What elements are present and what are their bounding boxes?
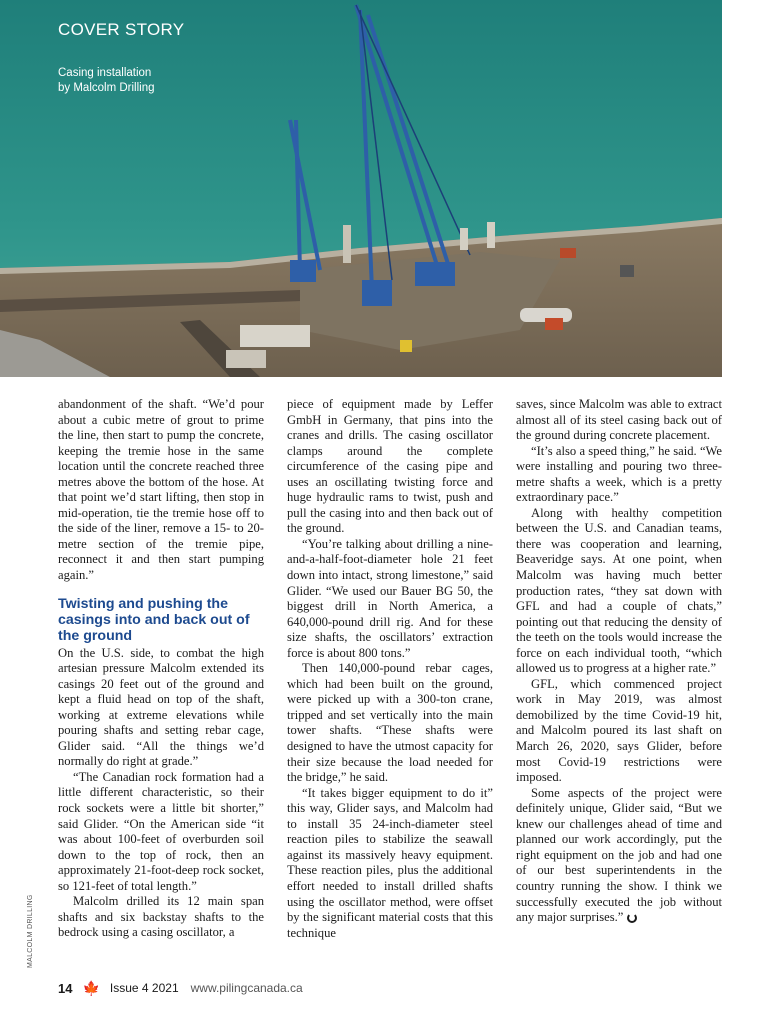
page-footer: [58, 980, 303, 996]
paragraph: Along with healthy competition between the U.S. and Canadian teams, there was cooperation and learning, Beaveridge says. At one point, when Malcolm was having much better production rates, “they sat down with GFL and had a couple of chats,” pointing out that reducing the density of the teeth on the tools would increase the force on each individual tooth, “which allowed us to progress at a higher rate.”: [516, 505, 722, 676]
paragraph: On the U.S. side, to combat the high artesian pressure Malcolm extended its casings 20 feet out of the ground and kept a fluid head on top of the shaft, working at extreme elevations while pouring shafts and setting rebar cage, Glider said. “All the things we’d normally do right at grade.”: [58, 645, 264, 769]
paragraph-text: Some aspects of the project were definitely unique, Glider said, “But we knew our challenges ahead of time and planned our work accordingly, put the right equipment on the job and had one of our best superintendents in the country running the show. I think we successfully executed the job without any major surprises.”: [516, 785, 722, 925]
paragraph: GFL, which commenced project work in May 2019, was almost demobilized by the time Covid-19 hit, and Malcolm poured its last shaft on March 26, 2020, says Glider, before most Covid-19 restrictions were imposed.: [516, 676, 722, 785]
end-mark-icon: [627, 913, 637, 923]
paragraph: piece of equipment made by Leffer GmbH in Germany, that pins into the cranes and drills. The casing oscillator clamps around the complete circumference of the casing pipe and uses an oscillating twisting force and huge hydraulic rams to twist, push and pull the casing into and then back out of the ground.: [287, 397, 493, 536]
website-link[interactable]: www.pilingcanada.ca: [190, 981, 303, 995]
caption-line-1: Casing installation: [58, 67, 152, 79]
photo-caption: [58, 66, 155, 96]
photo-credit: MALCOLM DRILLING: [27, 894, 34, 968]
article-column-2: [287, 397, 493, 941]
paragraph: “It takes bigger equipment to do it” this way, Glider says, and Malcolm had to install 35 24-inch-diameter steel reaction piles to stabilize the seawall against its massively heavy equipment. These reaction piles, plus the additional effort needed to install drilled shafts using the oscillator method, were offset by the significant material costs that this technique: [287, 785, 493, 940]
paragraph: “It’s also a speed thing,” he said. “We were installing and pouring two three-metre shafts a week, which is a pretty extraordinary pace.”: [516, 443, 722, 505]
paragraph: “You’re talking about drilling a nine-and-a-half-foot-diameter hole 21 feet down into intact, strong limestone,” said Glider. “We used our Bauer BG 50, the biggest drill in North America, a 640,000-pound drill rig. And for these size shafts, the oscillators’ extraction force is about 800 tons.”: [287, 536, 493, 660]
paragraph: Malcolm drilled its 12 main span shafts and six backstay shafts to the bedrock using a casing oscillator, a: [58, 894, 264, 940]
section-label: COVER STORY: [58, 20, 185, 39]
paragraph: “The Canadian rock formation had a little different characteristic, so their rock sockets were a little bit shorter,” said Glider. “On the American side “it was about 100-feet of overburden soil down to the top of rock, then an approximately 21-foot-deep rock socket, so 121-feet of total length.”: [58, 769, 264, 893]
final-paragraph: [516, 786, 722, 926]
issue-label: Issue 4 2021: [109, 981, 179, 995]
page-number: 14: [58, 980, 73, 996]
cover-photo: [0, 0, 722, 377]
paragraph: Then 140,000-pound rebar cages, which had been built on the ground, were picked up with a 300-ton crane, tripped and set vertically into the main tower shafts. “These shafts were designed to have the utmost capacity for their size because the load needed for the bridge,” he said.: [287, 661, 493, 785]
paragraph: saves, since Malcolm was able to extract almost all of its steel casing back out of the ground during concrete placement.: [516, 397, 722, 443]
maple-leaf-icon: 🍁: [82, 979, 100, 996]
subheading: Twisting and pushing the casings into and back out of the ground: [58, 595, 250, 644]
article-column-1: [58, 397, 264, 941]
paragraph: abandonment of the shaft. “We’d pour about a cubic metre of grout to prime the line, then start to pump the concrete, keeping the tremie hose in the same location until the concrete reached three metres above the bottom of the hose. At that point we’d start lifting, then stop in mid-operation, tie the tremie hose off to the side of the liner, remove a 15- to 20-metre section of the tremie pipe, reconnect it and then start pumping again.”: [58, 397, 264, 583]
article-column-3: [516, 397, 722, 926]
caption-line-2: by Malcolm Drilling: [58, 82, 155, 94]
